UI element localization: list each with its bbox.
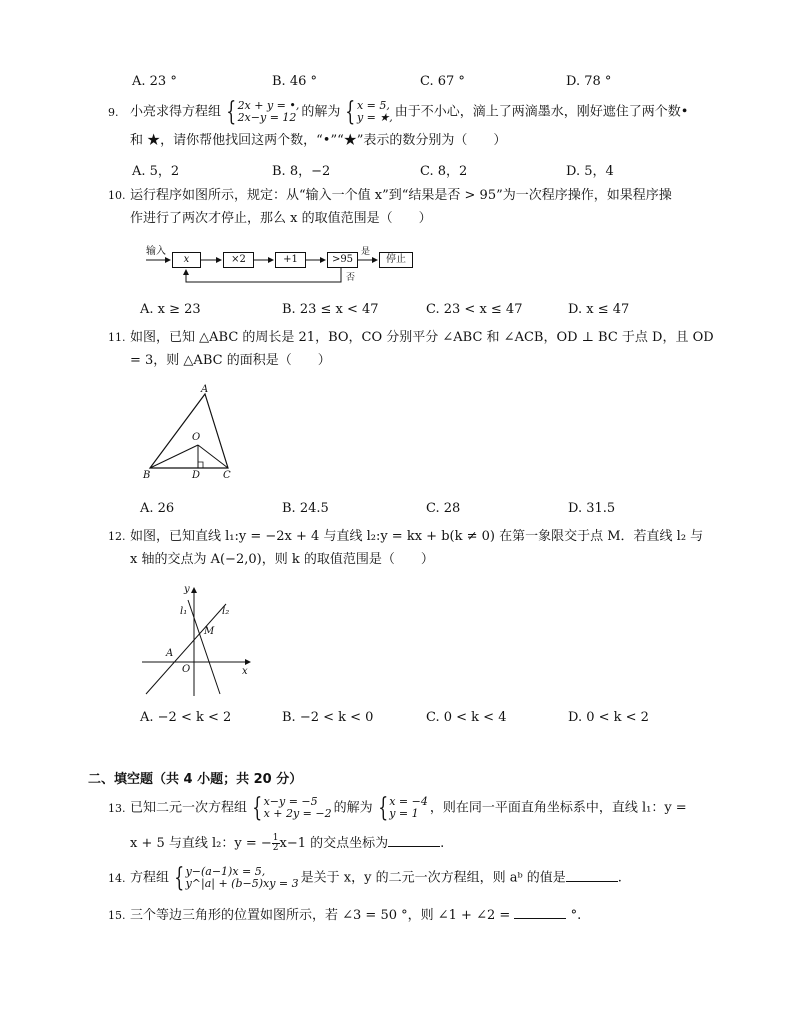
flow-stop-box: 停止 xyxy=(379,252,413,268)
label-x-axis: x xyxy=(242,666,248,677)
label-y-axis: y xyxy=(184,584,190,595)
q8-option-d: D. 78 ° xyxy=(566,74,612,89)
q9-number: 9. xyxy=(108,105,119,119)
flow-yes-label: 是 xyxy=(361,247,371,257)
q11-option-a: A. 26 xyxy=(140,501,175,516)
flow-add-box: +1 xyxy=(275,252,306,268)
flow-compare-box: >95 xyxy=(327,252,358,268)
question-9: 9. 小亮求得方程组 { 2x + y = •, 2x−y = 12 的解为 { x = 5, y = ★, 由于不小心，滴上了两滴墨水，刚好遮住了两个数• xyxy=(108,97,689,127)
q12-option-b: B. −2 < k < 0 xyxy=(282,710,374,725)
q13-solution: { x = −4 y = 1 xyxy=(377,793,428,823)
question-14: 14. 方程组 { y−(a−1)x = 5, y^|a| + (b−5)xy = 3 是关于 x，y 的二元一次方程组，则 aᵇ 的值是 . xyxy=(108,863,622,893)
question-13: 13. 已知二元一次方程组 { x−y = −5 x + 2y = −2 的解为 { x = −4 y = 1 ，则在同一平面直角坐标系中，直线 l₁：y = xyxy=(108,793,687,823)
label-l2: l₂ xyxy=(222,606,230,617)
q9-option-b: B. 8，−2 xyxy=(272,164,331,179)
label-origin: O xyxy=(182,664,191,675)
q11-triangle-figure xyxy=(140,384,240,488)
label-a-point: A xyxy=(166,648,174,659)
q10-line2: 作进行了两次才停止，那么 x 的取值范围是（ ） xyxy=(130,211,432,226)
q10-option-d: D. x ≤ 47 xyxy=(568,302,630,317)
q8-option-c: C. 67 ° xyxy=(420,74,465,89)
q13-line2: x + 5 与直线 l₂：y = − $\frac{1}{2}$ x−1 的交点坐标为 . xyxy=(130,833,445,853)
flow-x-box: x xyxy=(172,252,201,268)
q10-option-c: C. 23 < x ≤ 47 xyxy=(426,302,523,317)
q10-option-a: A. x ≥ 23 xyxy=(140,302,201,317)
q12-option-c: C. 0 < k < 4 xyxy=(426,710,507,725)
q11-number: 11. xyxy=(108,331,126,344)
label-a: A xyxy=(201,384,209,395)
label-m: M xyxy=(204,626,215,637)
label-d: D xyxy=(192,470,201,481)
q9-option-c: C. 8，2 xyxy=(420,164,468,179)
fraction-one-half: $\frac{1}{2}$ xyxy=(272,833,279,853)
q12-option-a: A. −2 < k < 2 xyxy=(140,710,232,725)
q12-number: 12. xyxy=(108,530,126,543)
question-11: 11. 如图，已知 △ABC 的周长是 21，BO，CO 分别平分 ∠ABC 和 ∠ACB，OD ⊥ BC 于点 D，且 OD xyxy=(108,327,714,349)
q9-system: { 2x + y = •, 2x−y = 12 xyxy=(226,97,300,127)
q11-option-d: D. 31.5 xyxy=(568,501,616,516)
flow-no-label: 否 xyxy=(346,273,356,283)
q14-number: 14. xyxy=(108,871,126,885)
q9-solution: { x = 5, y = ★, xyxy=(345,97,393,127)
question-15: 15. 三个等边三角形的位置如图所示，若 ∠3 = 50 °，则 ∠1 + ∠2 = °. xyxy=(108,904,581,927)
q14-answer-blank[interactable] xyxy=(566,867,618,882)
q8-option-b: B. 46 ° xyxy=(272,74,317,89)
question-12: 12. 如图，已知直线 l₁:y = −2x + 4 与直线 l₂:y = kx + b(k ≠ 0) 在第一象限交于点 M．若直线 l₂ 与 xyxy=(108,526,703,548)
coordinate-graph xyxy=(138,582,258,700)
q15-number: 15. xyxy=(108,909,126,922)
q9-option-a: A. 5，2 xyxy=(132,164,180,179)
q11-line2: = 3，则 △ABC 的面积是（ ） xyxy=(130,353,331,368)
label-b: B xyxy=(143,470,151,481)
q11-option-b: B. 24.5 xyxy=(282,501,329,516)
q9-option-d: D. 5，4 xyxy=(566,164,614,179)
q14-system: { y−(a−1)x = 5, y^|a| + (b−5)xy = 3 xyxy=(174,863,299,893)
q13-answer-blank[interactable] xyxy=(388,832,440,847)
label-c: C xyxy=(223,470,231,481)
flow-multiply-box: ×2 xyxy=(223,252,254,268)
label-o: O xyxy=(192,432,201,443)
q12-coordinate-figure xyxy=(138,582,258,700)
q11-option-c: C. 28 xyxy=(426,501,461,516)
q12-option-d: D. 0 < k < 2 xyxy=(568,710,649,725)
label-l1: l₁ xyxy=(180,606,188,617)
q8-option-a: A. 23 ° xyxy=(132,74,177,89)
q13-number: 13. xyxy=(108,801,126,815)
section-2-heading: 二、填空题（共 4 小题；共 20 分） xyxy=(88,772,303,787)
q15-answer-blank[interactable] xyxy=(514,904,566,919)
q13-system: { x−y = −5 x + 2y = −2 xyxy=(252,793,332,823)
flow-input-label: 输入 xyxy=(146,246,166,257)
q10-option-b: B. 23 ≤ x < 47 xyxy=(282,302,379,317)
question-10: 10. 运行程序如图所示，规定：从“输入一个值 x”到“结果是否 > 95”为一次程序操作，如果程序操 xyxy=(108,185,672,207)
q12-line2: x 轴的交点为 A(−2,0)，则 k 的取值范围是（ ） xyxy=(130,552,434,567)
q10-number: 10. xyxy=(108,189,126,202)
q9-line2: 和 ★，请你帮他找回这两个数，“•”“★”表示的数分别为（ ） xyxy=(130,133,507,148)
